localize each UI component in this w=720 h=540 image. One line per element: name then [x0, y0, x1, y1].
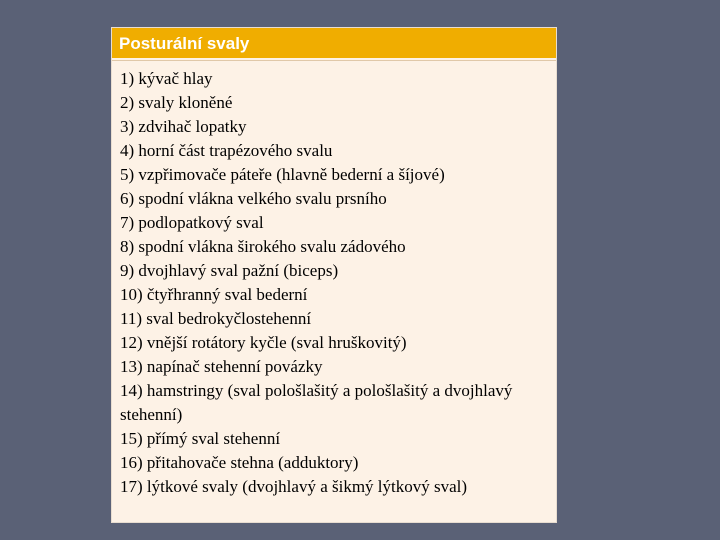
- list-item: 4) horní část trapézového svalu: [120, 141, 333, 160]
- list-item: 2) svaly kloněné: [120, 93, 233, 112]
- list-item: 6) spodní vlákna velkého svalu prsního: [120, 189, 387, 208]
- list-item: 15) přímý sval stehenní: [120, 429, 281, 448]
- card-body: [112, 60, 556, 499]
- list-item: 1) kývač hlay: [120, 69, 213, 88]
- card-header: [112, 28, 556, 60]
- list-item: 9) dvojhlavý sval pažní (biceps): [120, 261, 339, 280]
- list-item: 5) vzpřimovače páteře (hlavně bederní a šíjové): [120, 165, 445, 184]
- list-item: 14) hamstringy (sval pološlašitý a pološlašitý a dvojhlavý stehenní): [120, 381, 513, 424]
- list-item: 3) zdvihač lopatky: [120, 117, 247, 136]
- list-item: 13) napínač stehenní povázky: [120, 357, 323, 376]
- muscle-list: [120, 67, 548, 499]
- list-item: 12) vnější rotátory kyčle (sval hruškovitý): [120, 333, 407, 352]
- list-item: 11) sval bedrokyčlostehenní: [120, 309, 312, 328]
- list-item: 10) čtyřhranný sval bederní: [120, 285, 308, 304]
- list-item: 8) spodní vlákna širokého svalu zádového: [120, 237, 406, 256]
- list-item: 7) podlopatkový sval: [120, 213, 264, 232]
- list-item: 16) přitahovače stehna (adduktory): [120, 453, 359, 472]
- list-item: 17) lýtkové svaly (dvojhlavý a šikmý lýtkový sval): [120, 477, 468, 496]
- content-card: [111, 27, 557, 523]
- slide-title: Posturální svaly: [119, 33, 250, 53]
